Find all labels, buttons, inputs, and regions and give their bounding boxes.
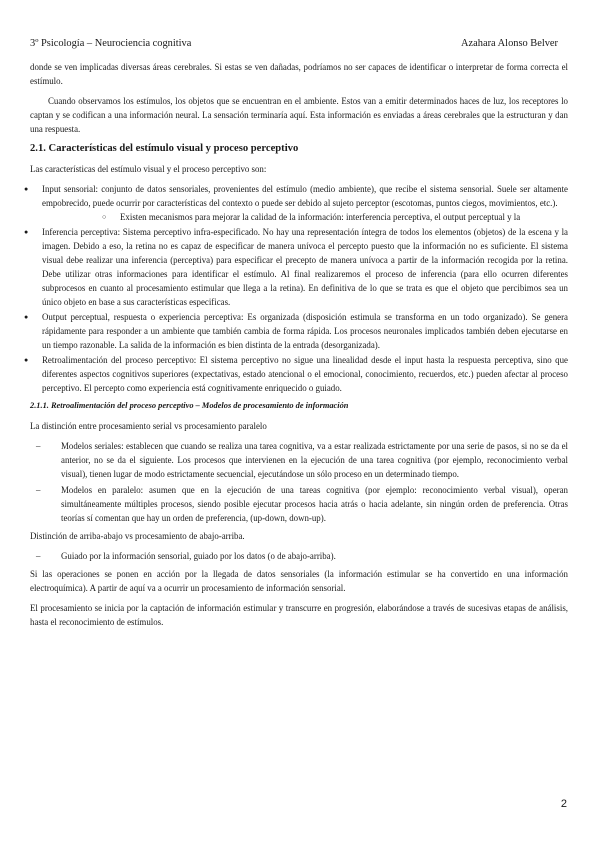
list-item: – Modelos seriales: establecen que cuando se realiza una tarea cognitiva, va a estar realizada estrictamente por una serie de pasos, si no se da el anterior, no se da el siguiente. Los procesos que intervienen en la ejecución de una tarea cognitiva (por ejemplo, reconocimiento verbal visual), tienen lugar de modo estrictamente secuencial, ejecutándose un sólo proceso en un determinado tiempo. [30, 439, 568, 481]
document-body [30, 60, 568, 635]
paragraph: Distinción de arriba-abajo vs procesamiento de abajo-arriba. [30, 531, 245, 541]
subsection-heading: 2.1.1. Retroalimentación del proceso perceptivo – Modelos de procesamiento de información [30, 401, 349, 410]
list-item: ● Inferencia perceptiva: Sistema perceptivo infra-especificado. No hay una representación íntegra de todos los elementos (objetos) de la escena y la imagen. Debido a eso, la retina no es capaz de especificar de manera unívoca el percepto puesto que la información no es suficiente. El sistema visual debe realizar una inferencia (perceptiva) para especificar el precepto de manera unívoca a partir de la información recogida por la retina. Debe utilizar otras informaciones para identificar el estímulo. Al final realizaremos el proceso de inferencia (para ello ocurren diferentes subprocesos en cuanto al procesamiento estimular que llega a la retina). En definitiva de lo que se trata es que el objeto que percibimos sea un único objeto en base a sus características especificas. [30, 225, 568, 309]
list-item: – Modelos en paralelo: asumen que en la ejecución de una tareas cognitiva (por ejemplo: reconocimiento verbal visual), operan simultáneamente múltiples procesos, siendo posible ejecutar procesos hacia atrás o hacia adelante, sin ningún orden de preferencia. Otras teorías sí comentan que hay un orden de preferencia, (up-down, down-up). [30, 483, 568, 525]
section-intro: Las características del estímulo visual y el proceso perceptivo son: [30, 164, 267, 174]
section-heading: 2.1. Características del estímulo visual y proceso perceptivo [30, 143, 299, 154]
list-item: ● Retroalimentación del proceso perceptivo: El sistema perceptivo no sigue una linealidad desde el input hasta la respuesta perceptiva, sino que diferentes aspectos cognitivos superiores (expectativas, estado atencional o el emocional, conocimiento, recuerdos, etc.) pueden afectar al proceso perceptivo. El percepto como experiencia está cognitivamente enriquecido o guiado. [30, 353, 568, 395]
paragraph: El procesamiento se inicia por la captación de información estimular y transcurre en progresión, elaborándose a través de sucesivas etapas de análisis, hasta el reconocimiento de estímulos. [30, 603, 568, 627]
list-item: ● Input sensorial: conjunto de datos sensoriales, provenientes del estímulo (medio ambiente), que recibe el sistema sensorial. Suele ser altamente empobrecido, puede ocurrir por características del contexto o puede ser debido al sujeto perceptor (escotomas, puntos ciegos, movimientos, etc.). ○ Existen mecanismos para mejorar la calidad de la información: interferencia perceptiva, el output perceptual y la [30, 182, 568, 224]
characteristics-list [30, 182, 568, 395]
subsection-intro: La distinción entre procesamiento serial vs procesamiento paralelo [30, 421, 267, 431]
list-item: ● Output perceptual, respuesta o experiencia perceptiva: Es organizada (disposición estimula se transforma en un todo organizado). Se genera rápidamente para responder a un ambiente que también cambia de forma rápida. Los procesos neuronales implicados también deben ejecutarse en un tiempo razonable. La salida de la información es bien distinta de la entrada (desorganizada). [30, 310, 568, 352]
paragraph: Si las operaciones se ponen en acción por la llegada de datos sensoriales (la información estimular se ha convertido en una información electroquímica). A partir de aquí va a ocurrir un procesamiento de información sensorial. [30, 569, 568, 593]
author-name: Azahara Alonso Belver [461, 38, 558, 49]
page-number: 2 [560, 798, 567, 810]
sub-list-item: ○ Existen mecanismos para mejorar la calidad de la información: interferencia perceptiva, el output perceptual y la [77, 210, 568, 224]
models-list [30, 439, 568, 525]
processing-list [30, 549, 568, 563]
course-title: 3º Psicología – Neurociencia cognitiva [30, 38, 192, 49]
list-item: – Guiado por la información sensorial, guiado por los datos (o de abajo-arriba). [30, 549, 568, 563]
page-header [30, 38, 558, 49]
paragraph: Cuando observamos los estímulos, los objetos que se encuentran en el ambiente. Estos van a emitir determinados haces de luz, los receptores lo captan y se codifican a una información neural. La sensación terminaría aquí. Esta información es enviadas a áreas cerebrales que la estructuran y dan una respuesta. [30, 96, 568, 134]
paragraph: donde se ven implicadas diversas áreas cerebrales. Si estas se ven dañadas, podríamos no ser capaces de identificar o interpretar de forma correcta el estímulo. [30, 62, 568, 86]
sub-list [42, 210, 568, 224]
